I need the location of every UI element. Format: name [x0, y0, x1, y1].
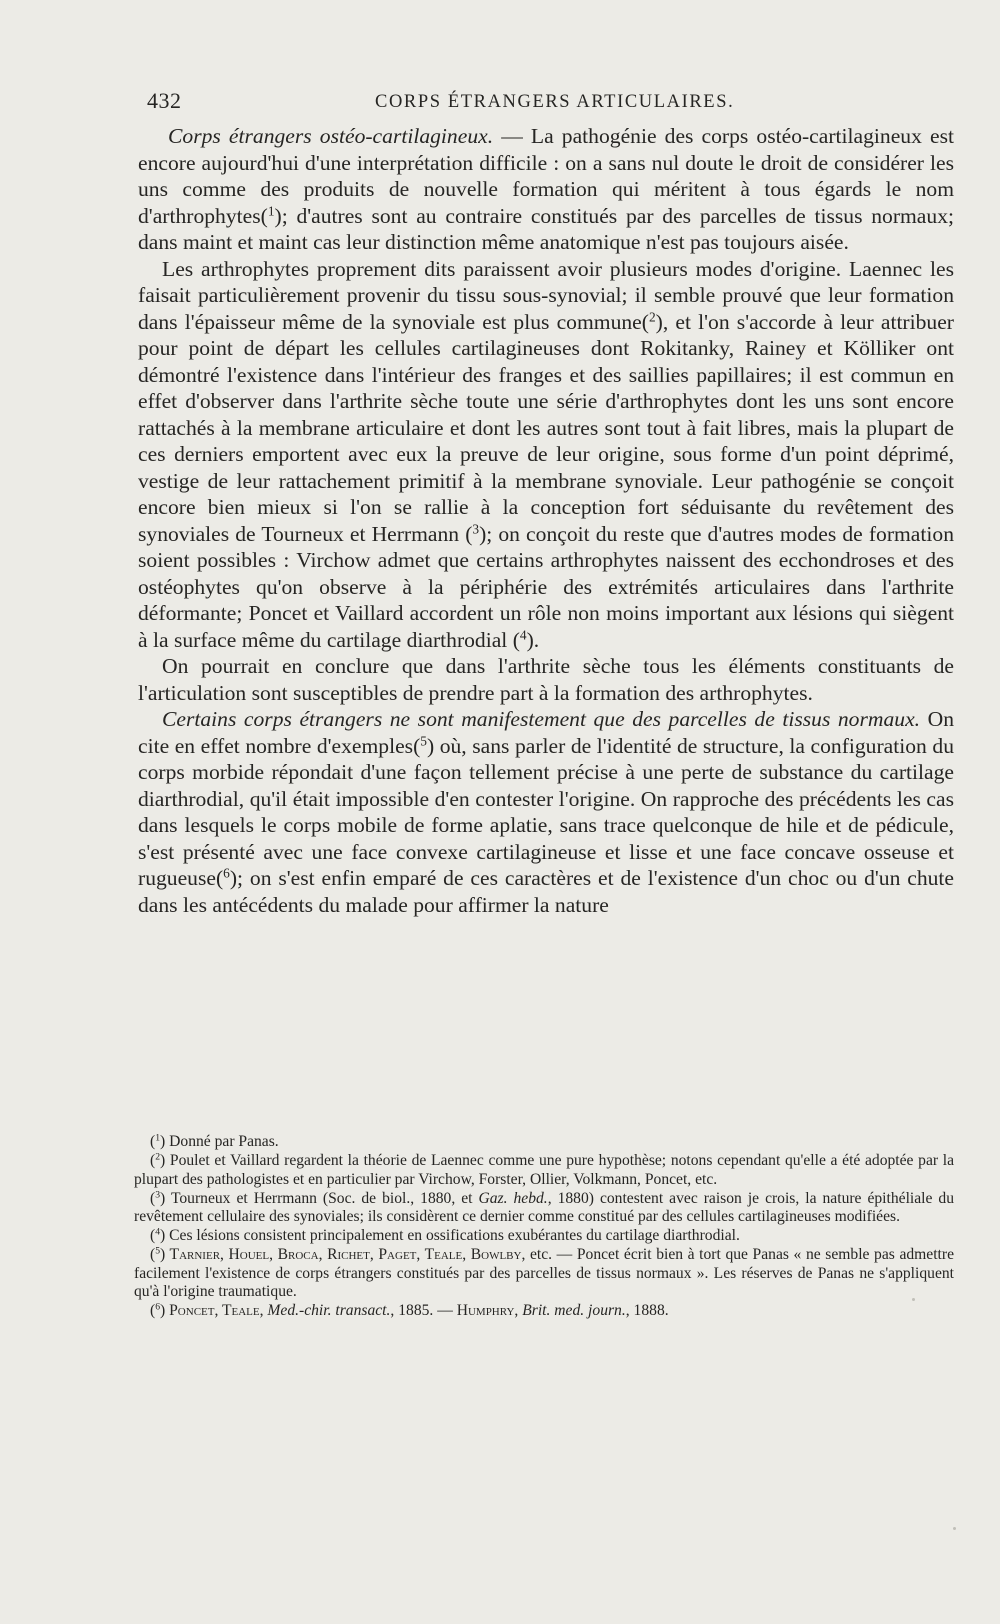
- footnote-1: ($^1$) Donné par Panas.: [150, 1132, 279, 1150]
- footnote-6: ($^6$) Poncet, Teale, Med.-chir. transact., 1885. — Humphry, Brit. med. journ., 1888.: [150, 1301, 669, 1319]
- footnote-ref-2[interactable]: 2: [648, 309, 656, 325]
- footnote-ref-6[interactable]: 6: [223, 865, 230, 881]
- section-heading-normal-tissue: Certains corps étrangers ne sont manifestement que des parcelles de tissus normaux.: [162, 707, 921, 731]
- page-number: 432: [147, 88, 182, 113]
- footnote-4: ($^4$) Ces lésions consistent principalement en ossifications exubérantes du cartilage diarthrodial.: [150, 1226, 740, 1244]
- footnote-5: ($^5$) Tarnier, Houel, Broca, Richet, Paget, Teale, Bowlby, etc. — Poncet écrit bien à tort que Panas « ne semble pas admettre facilement l'existence de corps étrangers constitués par des parcelles de tissus normaux ». Les réserves de Panas ne s'appliquent qu'à l'origine traumatique.: [134, 1245, 954, 1300]
- section-heading-osteo-cartilaginous: Corps étrangers ostéo-cartilagineux.: [168, 124, 494, 148]
- footnote-ref-4[interactable]: 4: [519, 627, 527, 643]
- footnote-ref-1[interactable]: 1: [267, 203, 275, 219]
- footnote-3: ($^3$) Tourneux et Herrmann (Soc. de biol., 1880, et Gaz. hebd., 1880) contestent avec raison je crois, la nature épithéliale du revêtement cellulaire des synoviales; ils considèrent ce dernier comme constitué par des cellules cartilagineuses modifiées.: [134, 1189, 954, 1225]
- body-text: [138, 123, 954, 918]
- footnote-ref-5[interactable]: 5: [420, 733, 427, 749]
- footnotes: [134, 1133, 954, 1321]
- page-header: [147, 88, 947, 118]
- footnote-ref-3[interactable]: 3: [472, 521, 480, 537]
- paragraph-osteo-cartilaginous: Corps étrangers ostéo-cartilagineux. — La pathogénie des corps ostéo-cartilagineux est encore aujourd'hui d'une interprétation difficile : on a sans nul doute le droit de considérer les uns comme des produits de nouvelle formation qui méritent à tous égards le nom d'arthrophytes($^1$); d'autres sont au contraire constitués par des parcelles de tissus normaux; dans maint et maint cas leur distinction même anatomique n'est pas toujours aisée.: [138, 124, 954, 254]
- paper-speck: [912, 1298, 915, 1301]
- running-title: CORPS ÉTRANGERS ARTICULAIRES.: [375, 92, 735, 112]
- paragraph-normal-tissue-bodies: Certains corps étrangers ne sont manifestement que des parcelles de tissus normaux. On cite en effet nombre d'exemples($^5$) où, sans parler de l'identité de structure, la configuration du corps morbide répondait d'une façon tellement précise à une perte de substance du cartilage diarthrodial, qu'il était impossible d'en contester l'origine. On rapproche des précédents les cas dans lesquels le corps mobile de forme aplatie, sans trace quelconque de hile et de pédicule, s'est présenté avec une face convexe cartilagineuse et lisse et une face concave osseuse et rugueuse($^6$); on s'est enfin emparé de ces caractères et de l'existence d'un choc ou d'un chute dans les antécédents du malade pour affirmer la nature: [138, 707, 954, 917]
- paragraph-conclusion: On pourrait en conclure que dans l'arthrite sèche tous les éléments constituants de l'articulation sont susceptibles de prendre part à la formation des arthrophytes.: [138, 654, 954, 705]
- footnote-2: ($^2$) Poulet et Vaillard regardent la théorie de Laennec comme une pure hypothèse; notons cependant qu'elle a été adoptée par la plupart des pathologistes et en particulier par Virchow, Forster, Ollier, Volkmann, Poncet, etc.: [134, 1151, 954, 1188]
- paper-speck: [953, 1527, 956, 1530]
- paragraph-arthrophytes-origin: Les arthrophytes proprement dits paraissent avoir plusieurs modes d'origine. Laennec les faisait particulièrement provenir du tissu sous-synovial; il semble prouvé que leur formation dans l'épaisseur même de la synoviale est plus commune($^2$), et l'on s'accorde à leur attribuer pour point de départ les cellules cartilagineuses dont Rokitanky, Rainey et Kölliker ont démontré l'existence dans l'intérieur des franges et des saillies papillaires; il est commun en effet d'observer dans l'arthrite sèche toute une série d'arthrophytes dont les uns sont encore rattachés à la membrane articulaire et dont les autres sont tout à fait libres, mais la plupart de ces derniers emportent avec eux la preuve de leur origine, sous forme d'un point déprimé, vestige de leur rattachement primitif à la membrane synoviale. Leur pathogénie se conçoit encore bien mieux si l'on se rallie à la conception fort séduisante du revêtement des synoviales de Tourneux et Herrmann ($^3$); on conçoit du reste que d'autres modes de formation soient possibles : Virchow admet que certains arthrophytes naissent des ecchondroses et des ostéophytes qu'on observe à la périphérie des extrémités articulaires dans l'arthrite déformante; Poncet et Vaillard accordent un rôle non moins important aux lésions qui siègent à la surface même du cartilage diarthrodial ($^4$).: [138, 256, 954, 652]
